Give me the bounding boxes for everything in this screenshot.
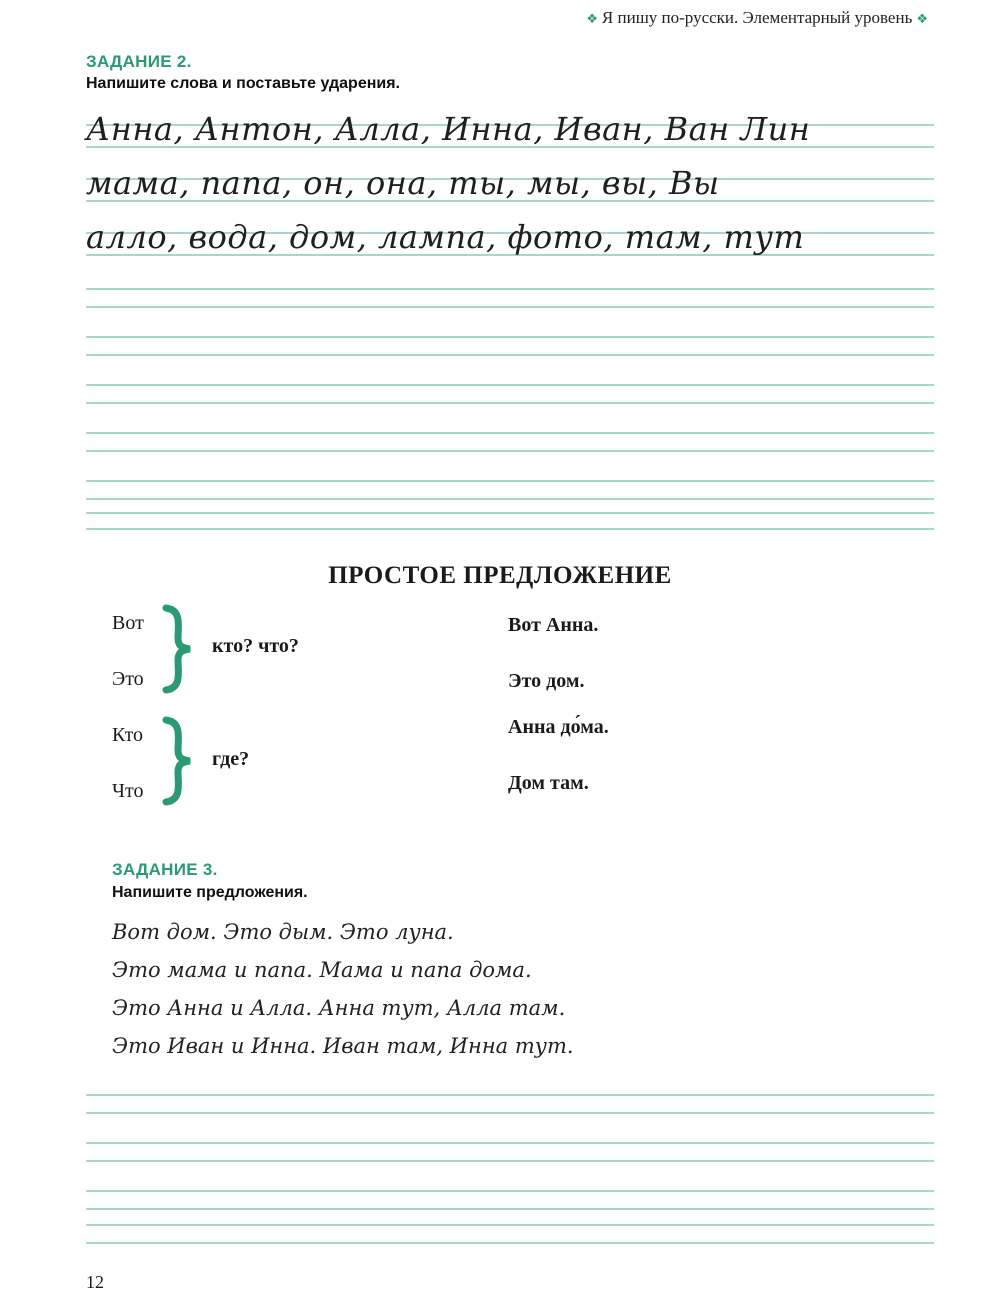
rule-line <box>86 1208 934 1210</box>
example-2: Это дом. <box>508 670 585 692</box>
rule-line <box>86 354 934 356</box>
rule-line <box>86 306 934 308</box>
rule-line <box>86 402 934 404</box>
task3-line-1: Вот дом. Это дым. Это луна. <box>112 920 454 944</box>
rule-line <box>86 1160 934 1162</box>
rule-line <box>86 1242 934 1244</box>
rule-line <box>86 384 934 386</box>
rule-line <box>86 1190 934 1192</box>
curly-brace-icon <box>160 604 196 694</box>
word-chto: Что <box>112 780 144 802</box>
book-title: Я пишу по-русски. Элементарный уровень <box>601 8 913 27</box>
section-heading: ПРОСТОЕ ПРЕДЛОЖЕНИЕ <box>328 562 672 589</box>
rule-line <box>86 432 934 434</box>
word-vot: Вот <box>112 612 144 634</box>
task3-line-2: Это мама и папа. Мама и папа дома. <box>112 958 532 982</box>
task2-title: ЗАДАНИЕ 2. <box>86 52 192 71</box>
rule-line <box>86 528 934 530</box>
question-gde: где? <box>212 748 250 770</box>
rule-line <box>86 512 934 514</box>
example-4: Дом там. <box>508 772 589 794</box>
word-kto: Кто <box>112 724 144 746</box>
page-header <box>582 8 932 28</box>
word-eto: Это <box>112 668 144 690</box>
rule-line <box>86 450 934 452</box>
task3-instruction: Напишите предложения. <box>112 884 308 901</box>
task3-line-3: Это Анна и Алла. Анна тут, Алла там. <box>112 996 566 1020</box>
question-kto-chto: кто? что? <box>212 635 299 657</box>
rule-line <box>86 288 934 290</box>
rule-line <box>86 1142 934 1144</box>
rule-line <box>86 498 934 500</box>
rule-line <box>86 1112 934 1114</box>
page-number: 12 <box>86 1272 104 1292</box>
example-3: Анна до́ма. <box>508 716 609 738</box>
curly-brace-icon <box>160 716 196 806</box>
diamond-icon: ❖ <box>586 12 598 27</box>
diamond-icon: ❖ <box>916 12 928 27</box>
example-1: Вот Анна. <box>508 614 599 636</box>
rule-line <box>86 1094 934 1096</box>
task3-title: ЗАДАНИЕ 3. <box>112 860 218 879</box>
rule-line <box>86 1224 934 1226</box>
task3-line-4: Это Иван и Инна. Иван там, Инна тут. <box>112 1034 574 1058</box>
task2-instruction: Напишите слова и поставьте ударения. <box>86 75 400 92</box>
rule-line <box>86 480 934 482</box>
rule-line <box>86 336 934 338</box>
task2-line-2: мама, папа, он, она, ты, мы, вы, Вы <box>86 164 720 202</box>
task2-line-3: алло, вода, дом, лампа, фото, там, тут <box>86 218 805 256</box>
task2-line-1: Анна, Антон, Алла, Инна, Иван, Ван Лин <box>86 110 811 148</box>
